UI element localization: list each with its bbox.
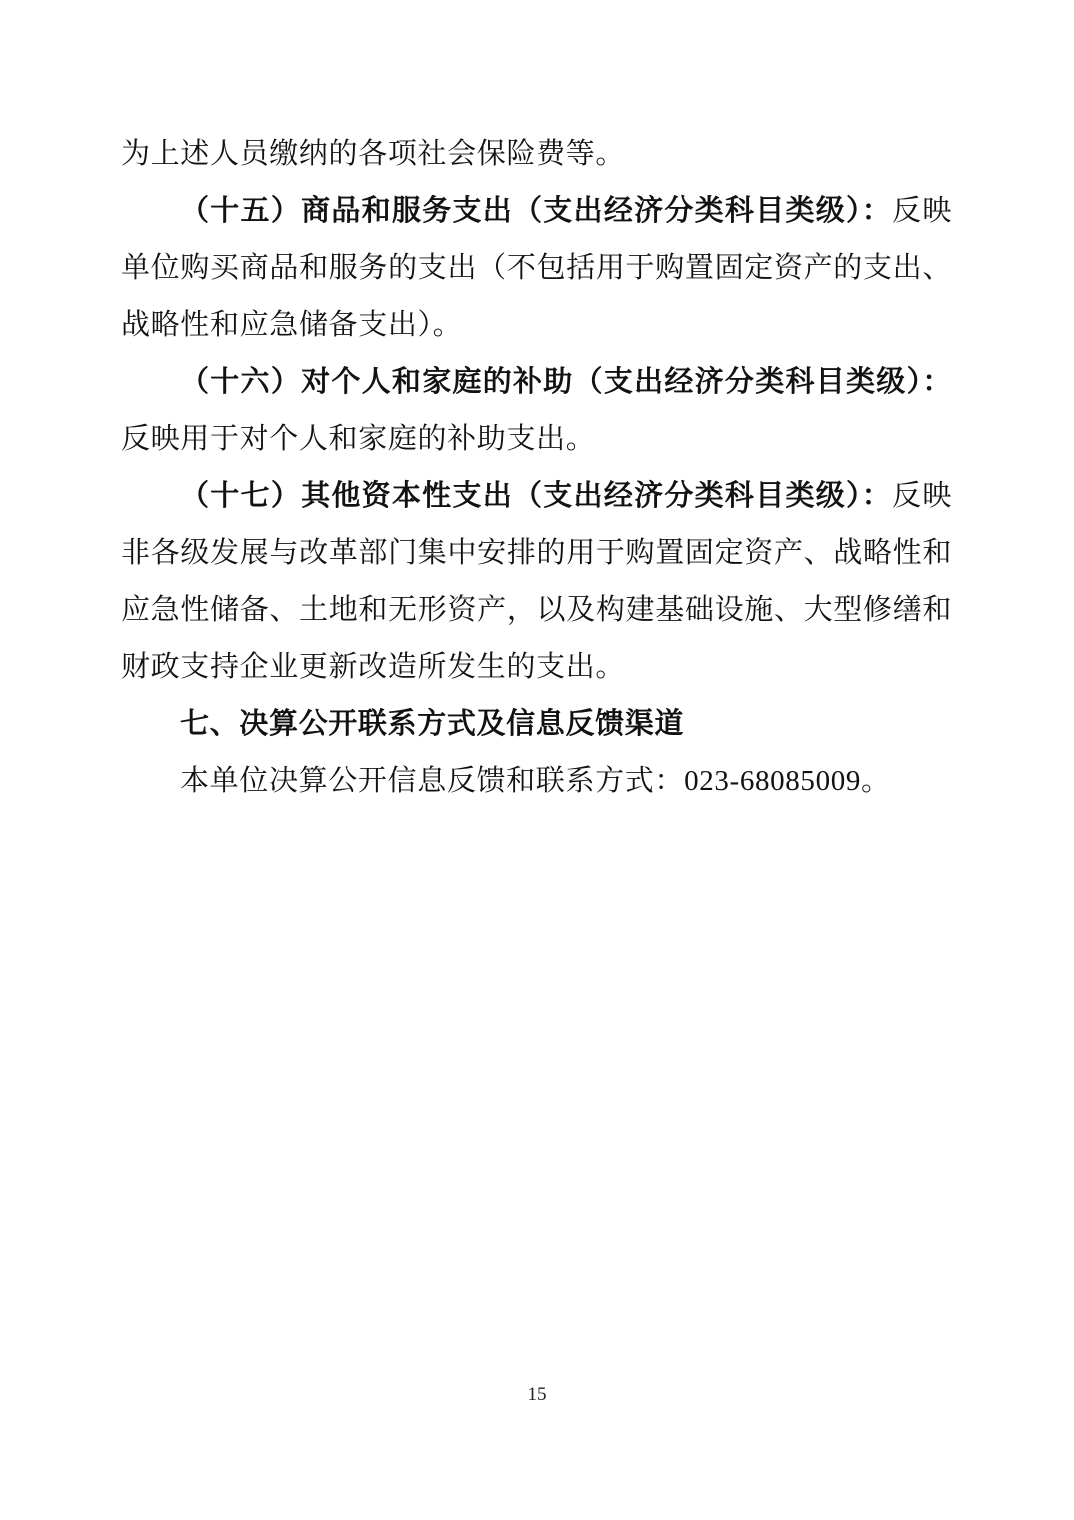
paragraph-contact	[121, 753, 952, 810]
item-16-body: 反映用于对个人和家庭的补助支出。	[121, 423, 596, 455]
paragraph-item-17	[121, 468, 952, 696]
contact-phone-number: 023-68085009	[684, 765, 862, 797]
contact-period: 。	[861, 765, 891, 797]
contact-text: 本单位决算公开信息反馈和联系方式：	[180, 765, 685, 797]
body-text: 为上述人员缴纳的各项社会保险费等。	[121, 138, 626, 170]
item-17-label: （十七）其他资本性支出（支出经济分类科目类级）：	[180, 480, 893, 512]
page-number: 15	[527, 1384, 547, 1405]
paragraph-item-15	[121, 183, 952, 354]
item-15-body: 反映单位购买商品和服务的支出（不包括用于购置固定资产的支出、战略性和应急储备支出）。	[121, 195, 952, 341]
item-15-label: （十五）商品和服务支出（支出经济分类科目类级）：	[180, 195, 893, 227]
document-body	[121, 126, 952, 810]
section-7-heading: 七、决算公开联系方式及信息反馈渠道	[180, 708, 685, 740]
paragraph-item-16	[121, 354, 952, 468]
paragraph-social-insurance-continuation	[121, 126, 952, 183]
item-16-label: （十六）对个人和家庭的补助（支出经济分类科目类级）：	[180, 366, 952, 398]
item-17-body: 反映非各级发展与改革部门集中安排的用于购置固定资产、战略性和应急性储备、土地和无形资产，以及构建基础设施、大型修缮和财政支持企业更新改造所发生的支出。	[121, 480, 952, 683]
